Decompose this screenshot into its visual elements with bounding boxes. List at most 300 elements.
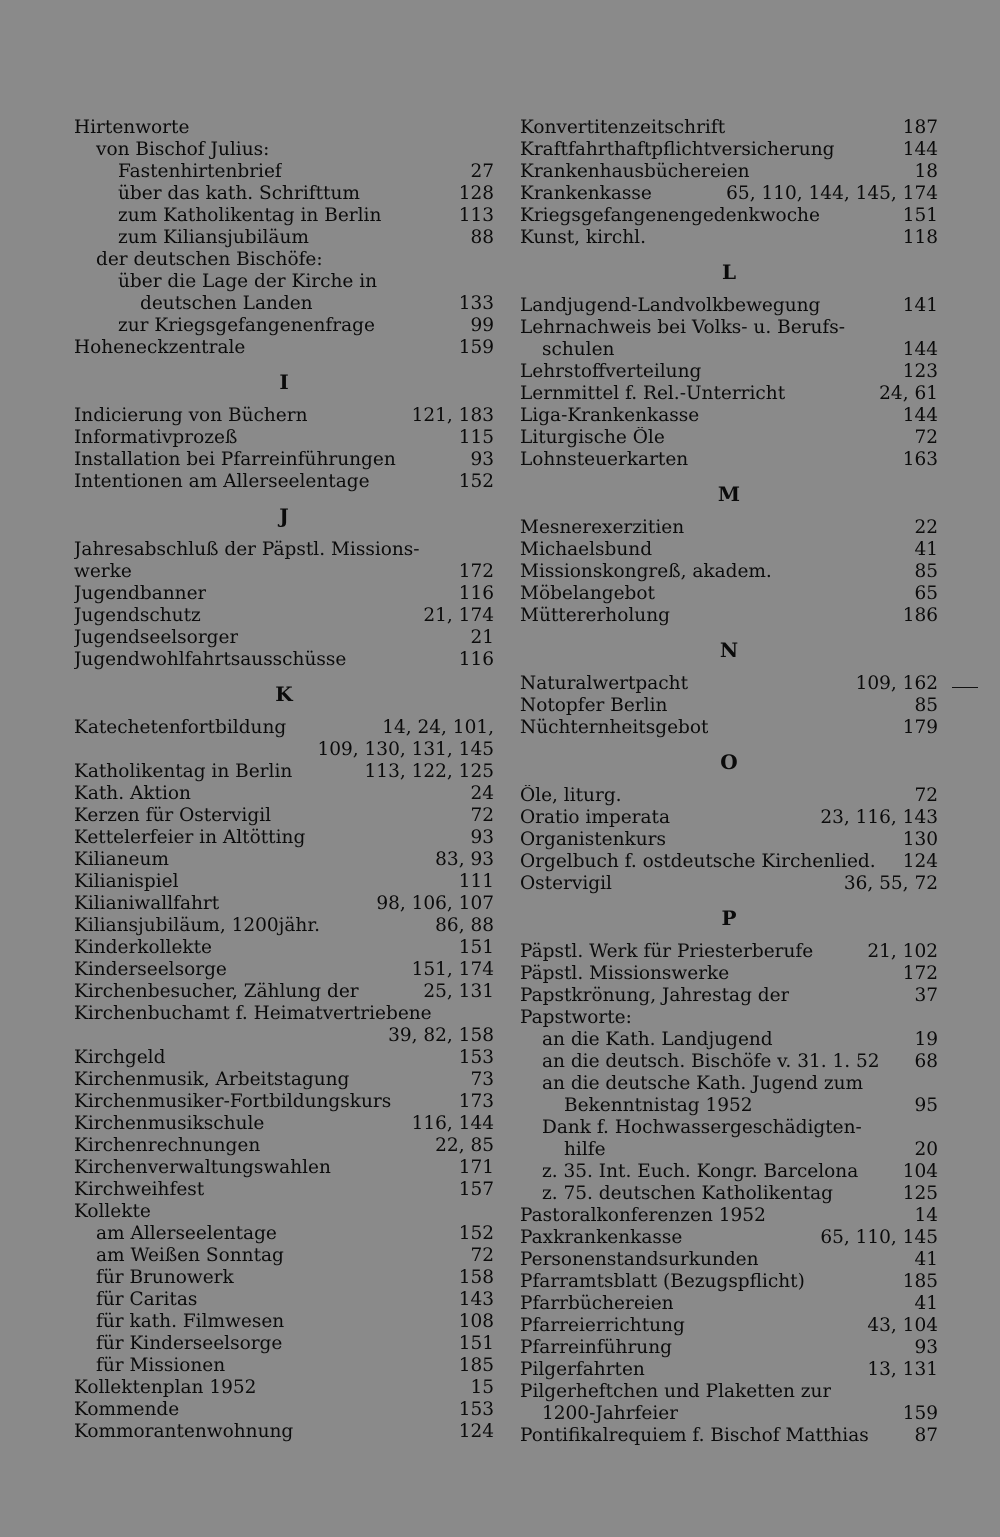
entry-term: Kerzen für Ostervigil [74,805,272,826]
entry-pages: 87 [914,1425,938,1446]
entry-term: Pilgerheftchen und Plaketten zur [520,1381,832,1402]
index-entry [520,1007,938,1029]
index-entry [74,1025,494,1047]
index-entry [520,583,938,605]
entry-term: Jugendwohlfahrtsausschüsse [74,649,347,670]
entry-term: Missionskongreß, akadem. [520,561,772,582]
entry-pages: 18 [914,161,938,182]
entry-term: der deutschen Bischöfe: [96,249,323,270]
index-entry [74,605,494,627]
entry-term: an die Kath. Landjugend [542,1029,773,1050]
index-entry [74,1421,494,1443]
index-entry [520,1073,938,1095]
entry-pages: 115 [458,427,494,448]
entry-term: an die deutsche Kath. Jugend zum [542,1073,864,1094]
index-entry [74,183,494,205]
entry-term: Kommende [74,1399,180,1420]
entry-pages: 133 [458,293,494,314]
entry-term: Paxkrankenkasse [520,1227,683,1248]
entry-term: Dank f. Hochwassergeschädigten- [542,1117,862,1138]
entry-term: über die Lage der Kirche in [118,271,378,292]
entry-pages: 85 [914,695,938,716]
entry-pages: 25, 131 [423,981,494,1002]
entry-term: zum Kiliansjubiläum [118,227,309,248]
entry-pages: 21, 102 [867,941,938,962]
entry-term: Bekenntnistag 1952 [564,1095,753,1116]
entry-pages: 151 [902,205,938,226]
entry-pages: 72 [470,1245,494,1266]
index-entry [74,471,494,493]
entry-term: Müttererholung [520,605,670,626]
entry-term: Kilianeum [74,849,169,870]
entry-pages: 65 [914,583,938,604]
index-entry [520,161,938,183]
entry-term: Liga-Krankenkasse [520,405,700,426]
entry-term: Kirchenmusiker-Fortbildungskurs [74,1091,392,1112]
index-entry [520,1205,938,1227]
entry-pages: 123 [902,361,938,382]
entry-pages: 93 [470,449,494,470]
entry-pages: 118 [902,227,938,248]
entry-pages: 113, 122, 125 [364,761,494,782]
index-entry [74,1267,494,1289]
entry-pages: 37 [914,985,938,1006]
entry-term: Landjugend-Landvolkbewegung [520,295,821,316]
index-column-right [520,117,938,1447]
entry-pages: 72 [914,785,938,806]
index-entry [74,249,494,271]
index-entry [74,161,494,183]
entry-pages: 93 [470,827,494,848]
entry-term: Hirtenworte [74,117,190,138]
index-entry [74,1069,494,1091]
entry-pages: 22 [914,517,938,538]
index-entry [74,1047,494,1069]
index-entry [74,117,494,139]
entry-term: Jahresabschluß der Päpstl. Missions- [74,539,420,560]
index-entry [74,981,494,1003]
index-entry [74,139,494,161]
entry-pages: 171 [458,1157,494,1178]
entry-pages: 113 [458,205,494,226]
index-entry [74,539,494,561]
index-entry [520,1315,938,1337]
index-entry [74,1333,494,1355]
letter-heading: N [719,638,739,662]
entry-term: für Kinderseelsorge [96,1333,283,1354]
index-entry [520,539,938,561]
entry-term: Oratio imperata [520,807,670,828]
entry-pages: 153 [458,1047,494,1068]
index-entry [74,805,494,827]
entry-term: Pilgerfahrten [520,1359,645,1380]
entry-term: Jugendschutz [74,605,201,626]
entry-pages: 27 [470,161,494,182]
index-entry [520,139,938,161]
index-entry [74,849,494,871]
entry-term: Notopfer Berlin [520,695,668,716]
entry-pages: 21, 174 [423,605,494,626]
entry-pages: 186 [902,605,938,626]
entry-term: Lohnsteuerkarten [520,449,689,470]
entry-pages: 95 [914,1095,938,1116]
entry-term: Kollektenplan 1952 [74,1377,257,1398]
entry-term: Pastoralkonferenzen 1952 [520,1205,766,1226]
index-entry [520,963,938,985]
entry-term: Kirchenbesucher, Zählung der [74,981,359,1002]
entry-term: Katholikentag in Berlin [74,761,293,782]
entry-term: Kinderkollekte [74,937,213,958]
entry-term: Hoheneckzentrale [74,337,246,358]
entry-term: am Allerseelentage [96,1223,277,1244]
entry-pages: 86, 88 [435,915,494,936]
index-entry [74,1399,494,1421]
entry-pages: 93 [914,1337,938,1358]
entry-pages: 36, 55, 72 [843,873,938,894]
entry-pages: 163 [902,449,938,470]
entry-term: Öle, liturg. [520,785,622,806]
entry-pages: 116 [458,649,494,670]
index-entry [74,405,494,427]
letter-heading: M [717,482,741,506]
entry-pages: 121, 183 [411,405,494,426]
entry-term: z. 75. deutschen Katholikentag [542,1183,834,1204]
entry-pages: 152 [458,1223,494,1244]
index-entry [74,1201,494,1223]
entry-term: am Weißen Sonntag [96,1245,284,1266]
index-entry [520,1359,938,1381]
entry-term: Orgelbuch f. ostdeutsche Kirchenlied. [520,851,876,872]
entry-term: Nüchternheitsgebot [520,717,709,738]
index-entry [520,1337,938,1359]
index-entry [520,405,938,427]
index-entry [74,583,494,605]
index-entry [520,673,938,695]
entry-pages: 13, 131 [867,1359,938,1380]
letter-heading: I [279,370,289,394]
entry-pages: 88 [470,227,494,248]
index-entry [520,317,938,339]
entry-pages: 185 [458,1355,494,1376]
entry-pages: 20 [914,1139,938,1160]
index-entry [74,1179,494,1201]
entry-term: Liturgische Öle [520,427,665,448]
entry-pages: 151 [458,1333,494,1354]
letter-heading: L [721,260,737,284]
entry-term: z. 35. Int. Euch. Kongr. Barcelona [542,1161,859,1182]
index-entry [74,1355,494,1377]
index-entry [74,1003,494,1025]
index-entry [520,1271,938,1293]
index-entry [520,985,938,1007]
entry-term: an die deutsch. Bischöfe v. 31. 1. 52 [542,1051,880,1072]
index-entry [74,1135,494,1157]
entry-term: Kirchweihfest [74,1179,205,1200]
entry-pages: 41 [914,1249,938,1270]
entry-term: Informativprozeß [74,427,238,448]
index-entry [520,449,938,471]
entry-pages: 143 [458,1289,494,1310]
entry-pages: 130 [902,829,938,850]
entry-term: Kriegsgefangenengedenkwoche [520,205,820,226]
index-entry [74,1091,494,1113]
entry-pages: 41 [914,1293,938,1314]
index-entry [74,293,494,315]
entry-pages: 144 [902,339,938,360]
entry-term: von Bischof Julius: [96,139,270,160]
entry-term: Kinderseelsorge [74,959,227,980]
entry-term: Indicierung von Büchern [74,405,308,426]
index-entry [74,871,494,893]
index-entry [520,295,938,317]
entry-pages: 21 [470,627,494,648]
index-entry [74,1223,494,1245]
entry-pages: 159 [458,337,494,358]
index-entry [520,339,938,361]
entry-pages: 144 [902,405,938,426]
entry-term: für Missionen [96,1355,226,1376]
entry-term: werke [74,561,132,582]
entry-term: Kiliansjubiläum, 1200jähr. [74,915,321,936]
entry-pages: 172 [458,561,494,582]
index-entry [520,1403,938,1425]
entry-term: Mesnerexerzitien [520,517,685,538]
index-entry [520,1249,938,1271]
entry-term: Intentionen am Allerseelentage [74,471,370,492]
entry-pages: 152 [458,471,494,492]
entry-term: Kirchenverwaltungswahlen [74,1157,331,1178]
entry-term: Krankenhausbüchereien [520,161,750,182]
index-entry [520,1425,938,1447]
entry-pages: 111 [458,871,494,892]
entry-pages: 72 [470,805,494,826]
entry-pages: 128 [458,183,494,204]
entry-term: Kirchgeld [74,1047,166,1068]
index-entry [520,785,938,807]
index-entry [74,205,494,227]
index-entry [520,807,938,829]
entry-pages: 14, 24, 101, [382,717,494,738]
entry-pages: 185 [902,1271,938,1292]
index-column-left [74,117,494,1443]
index-entry [520,517,938,539]
index-entry [74,959,494,981]
entry-pages: 85 [914,561,938,582]
entry-term: für Brunowerk [96,1267,234,1288]
entry-term: Pfarreinführung [520,1337,672,1358]
entry-pages: 19 [914,1029,938,1050]
entry-term: für kath. Filmwesen [96,1311,285,1332]
index-entry [74,739,494,761]
entry-term: Michaelsbund [520,539,653,560]
entry-term: Kirchenmusik, Arbeitstagung [74,1069,350,1090]
entry-pages: 151, 174 [411,959,494,980]
index-entry [520,851,938,873]
index-entry [74,227,494,249]
index-entry [74,1289,494,1311]
entry-term: Kilianiwallfahrt [74,893,220,914]
index-entry [74,337,494,359]
entry-pages: 15 [470,1377,494,1398]
entry-pages: 179 [902,717,938,738]
entry-pages: 83, 93 [435,849,494,870]
entry-term: Kunst, kirchl. [520,227,646,248]
entry-pages: 24, 61 [879,383,938,404]
entry-term: Päpstl. Missionswerke [520,963,730,984]
index-entry [520,1095,938,1117]
entry-term: zur Kriegsgefangenenfrage [118,315,375,336]
entry-term: Kirchenmusikschule [74,1113,265,1134]
index-entry [74,761,494,783]
index-entry [520,427,938,449]
entry-term: zum Katholikentag in Berlin [118,205,382,226]
index-entry [74,915,494,937]
entry-pages: 98, 106, 107 [376,893,494,914]
index-entry [520,361,938,383]
entry-term: Personenstandsurkunden [520,1249,759,1270]
entry-term: Kollekte [74,1201,151,1222]
entry-term: Pontifikalrequiem f. Bischof Matthias [520,1425,869,1446]
entry-pages: 116 [458,583,494,604]
entry-term: Krankenkasse [520,183,652,204]
index-entry [520,1117,938,1139]
entry-term: Kettelerfeier in Altötting [74,827,306,848]
index-entry [74,717,494,739]
entry-pages: 24 [470,783,494,804]
index-entry [74,1113,494,1135]
index-entry [74,427,494,449]
entry-pages: 43, 104 [867,1315,938,1336]
entry-term: Papstkrönung, Jahrestag der [520,985,790,1006]
index-entry [74,315,494,337]
entry-pages: 157 [458,1179,494,1200]
index-entry [520,941,938,963]
entry-term: Kath. Aktion [74,783,191,804]
index-entry [520,605,938,627]
entry-term: für Caritas [96,1289,198,1310]
entry-pages: 125 [902,1183,938,1204]
index-entry [520,383,938,405]
entry-term: schulen [542,339,615,360]
entry-term: Naturalwertpacht [520,673,688,694]
entry-pages: 124 [902,851,938,872]
entry-term: über das kath. Schrifttum [118,183,360,204]
index-entry [520,205,938,227]
margin-mark [952,687,978,688]
entry-term: Pfarramtsblatt (Bezugspflicht) [520,1271,805,1292]
index-entry [74,1157,494,1179]
letter-heading: O [720,750,738,774]
entry-pages: 22, 85 [435,1135,494,1156]
index-entry [74,1377,494,1399]
entry-pages: 153 [458,1399,494,1420]
entry-term: Kilianispiel [74,871,179,892]
entry-pages: 65, 110, 145 [820,1227,938,1248]
entry-term: Organistenkurs [520,829,666,850]
entry-term: Päpstl. Werk für Priesterberufe [520,941,814,962]
entry-term: Pfarrbüchereien [520,1293,674,1314]
index-entry [74,561,494,583]
index-entry [520,1293,938,1315]
index-entry [520,695,938,717]
entry-pages: 187 [902,117,938,138]
letter-heading: P [721,906,737,930]
entry-pages: 68 [914,1051,938,1072]
entry-pages: 172 [902,963,938,984]
entry-term: hilfe [564,1139,606,1160]
entry-pages: 65, 110, 144, 145, 174 [726,183,938,204]
entry-term: Kirchenbuchamt f. Heimatvertriebene [74,1003,432,1024]
entry-term: Jugendbanner [74,583,207,604]
entry-pages: 144 [902,139,938,160]
entry-term: Lehrstoffverteilung [520,361,702,382]
index-entry [520,1227,938,1249]
index-entry [520,1139,938,1161]
index-entry [520,873,938,895]
index-entry [520,183,938,205]
index-entry [520,1161,938,1183]
entry-term: Kommorantenwohnung [74,1421,294,1442]
index-entry [520,561,938,583]
index-entry [520,117,938,139]
entry-term: 1200-Jahrfeier [542,1403,679,1424]
index-entry [74,827,494,849]
index-entry [520,227,938,249]
index-entry [74,627,494,649]
entry-pages: 14 [914,1205,938,1226]
entry-term: Möbelangebot [520,583,655,604]
entry-pages: 124 [458,1421,494,1442]
entry-pages: 109, 162 [855,673,938,694]
entry-term: Lernmittel f. Rel.-Unterricht [520,383,786,404]
entry-term: Fastenhirtenbrief [118,161,282,182]
index-entry [74,893,494,915]
entry-term: Installation bei Pfarreinführungen [74,449,396,470]
entry-pages: 151 [458,937,494,958]
entry-term: Lehrnachweis bei Volks- u. Berufs- [520,317,845,338]
index-entry [520,1051,938,1073]
entry-pages: 173 [458,1091,494,1112]
index-entry [74,449,494,471]
entry-pages: 116, 144 [411,1113,494,1134]
entry-pages: 104 [902,1161,938,1182]
entry-term: Pfarreierrichtung [520,1315,685,1336]
entry-pages: 159 [902,1403,938,1424]
entry-term: Ostervigil [520,873,612,894]
entry-pages: 158 [458,1267,494,1288]
entry-pages: 41 [914,539,938,560]
index-entry [74,271,494,293]
entry-pages: 39, 82, 158 [388,1025,494,1046]
entry-pages: 99 [470,315,494,336]
entry-term: deutschen Landen [140,293,313,314]
index-entry [74,649,494,671]
entry-pages: 108 [458,1311,494,1332]
entry-term: Papstworte: [520,1007,632,1028]
entry-pages: 73 [470,1069,494,1090]
index-entry [74,783,494,805]
entry-term: Kraftfahrthaftpflichtversicherung [520,139,835,160]
index-entry [520,829,938,851]
entry-pages: 72 [914,427,938,448]
index-entry [74,1245,494,1267]
entry-pages: 109, 130, 131, 145 [317,739,494,760]
index-entry [520,717,938,739]
entry-term: Kirchenrechnungen [74,1135,261,1156]
index-entry [74,1311,494,1333]
entry-term: Jugendseelsorger [74,627,239,648]
letter-heading: K [275,682,293,706]
